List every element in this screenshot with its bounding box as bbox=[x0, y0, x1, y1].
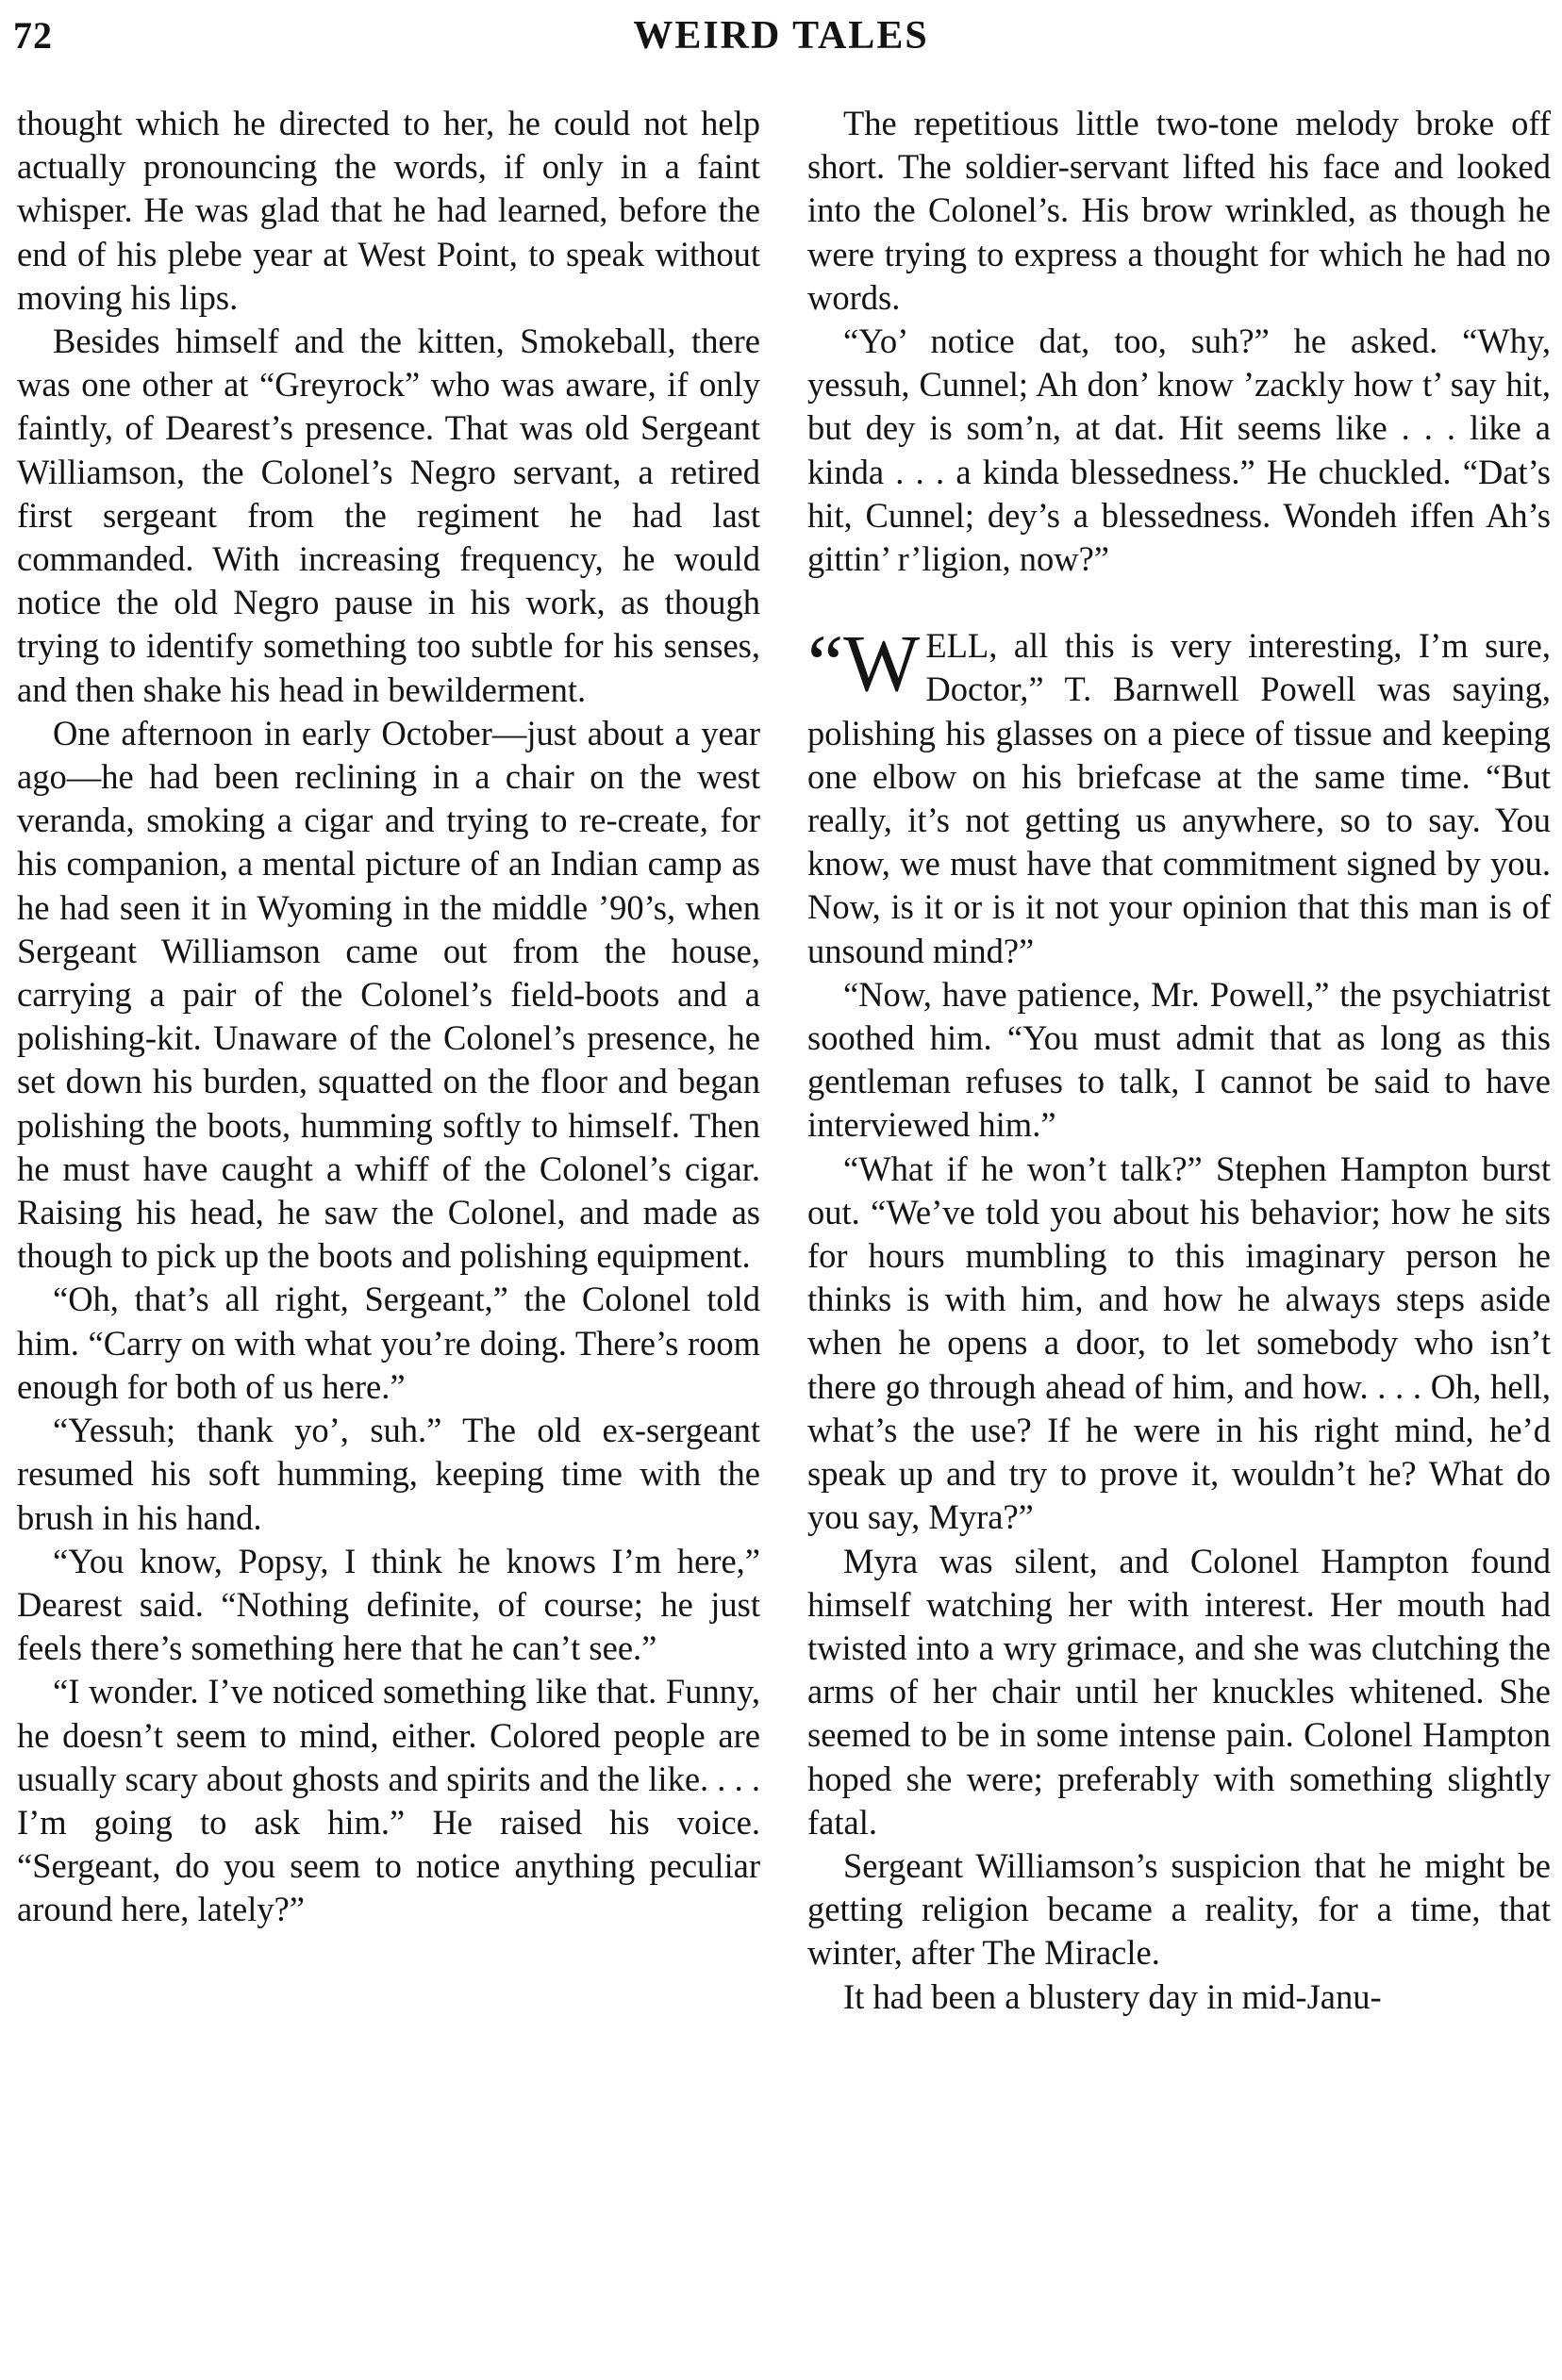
drop-cap-quote: “ bbox=[807, 618, 844, 709]
paragraph: “Now, have patience, Mr. Powell,” the psychiatrist soothed him. “You must admit that as long as this gentleman refuses to talk, I cannot be said to have interviewed him.” bbox=[807, 974, 1551, 1145]
paragraph: “Yessuh; thank yo’, suh.” The old ex-sergeant resumed his soft humming, keeping time with the brush in his hand. bbox=[17, 1411, 760, 1537]
paragraph: It had been a blustery day in mid-Janu- bbox=[843, 1976, 1382, 2016]
paragraph: “Yo’ notice dat, too, suh?” he asked. “Why, yessuh, Cunnel; Ah don’ know ’zackly how t’ say hit, but dey is som’n, at dat. Hit seems like . . . like a kinda . . . a kinda blessedness.” He chuckled. “Dat’s hit, Cunnel; dey’s a blessedness. Wondeh iffen Ah’s gittin’ r’ligion, now?” bbox=[807, 322, 1551, 579]
right-column bbox=[807, 102, 1551, 2019]
paragraph: “What if he won’t talk?” Stephen Hampton burst out. “We’ve told you about his behavior; how he sits for hours mumbling to this imaginary person he thinks is with him, and how he always steps aside when he opens a door, to let somebody who isn’t there go through ahead of him, and how. . . . Oh, hell, what’s the use? If he were in his right mind, he’d speak up and try to prove it, wouldn’t he? What do you say, Myra?” bbox=[807, 1149, 1551, 1537]
paragraph: Myra was silent, and Colonel Hampton found himself watching her with interest. Her mouth had twisted into a wry grimace, and she was clutching the arms of her chair until her knuckles whitened. She seemed to be in some intense pain. Colonel Hampton hoped she were; preferably with something slightly fatal. bbox=[807, 1541, 1551, 1842]
paragraph: Besides himself and the kitten, Smokeball, there was one other at “Greyrock” who was aware, if only faintly, of Dearest’s presence. That was old Sergeant Williamson, the Colonel’s Negro servant, a retired first sergeant from the regiment he had last commanded. With increasing frequency, he would notice the old Negro pause in his work, as though trying to identify something too subtle for his senses, and then shake his head in bewilderment. bbox=[17, 322, 760, 709]
page-number: 72 bbox=[13, 14, 53, 57]
paragraph: “Oh, that’s all right, Sergeant,” the Colonel told him. “Carry on with what you’re doing. There’s room enough for both of us here.” bbox=[17, 1280, 760, 1406]
paragraph: One afternoon in early October—just about a year ago—he had been reclining in a chair on the west veranda, smoking a cigar and trying to re-create, for his companion, a mental picture of an Indian camp as he had seen it in Wyoming in the middle ’90’s, when Sergeant Williamson came out from the house, carrying a pair of the Colonel’s field-boots and a polishing-kit. Unaware of the Colonel’s presence, he set down his burden, squatted on the floor and began polishing the boots, humming softly to himself. Then he must have caught a whiff of the Colonel’s cigar. Raising his head, he saw the Colonel, and made as though to pick up the boots and polishing equipment. bbox=[17, 713, 760, 1276]
dropcap-paragraph-text: ELL, all this is very interesting, I’m sure, Doctor,” T. Barnwell Powell was saying, polishing his glasses on a piece of tissue and keeping one elbow on his briefcase at the same time. “But really, it’s not getting us anywhere, so to say. You know, we must have that commitment signed by you. Now, is it or is it not your opinion that this man is of unsound mind?” bbox=[807, 626, 1551, 970]
dropcap-paragraph bbox=[807, 618, 1551, 973]
paragraph: “I wonder. I’ve noticed something like that. Funny, he doesn’t seem to mind, either. Colored people are usually scary about ghosts and spirits and the like. . . . I’m going to ask him.” He raised his voice. “Sergeant, do you seem to notice anything peculiar around here, lately?” bbox=[17, 1672, 760, 1929]
paragraph: thought which he directed to her, he could not help actually pronouncing the words, if only in a faint whisper. He was glad that he had learned, before the end of his plebe year at West Point, to speak without moving his lips. bbox=[17, 104, 760, 317]
paragraph: “You know, Popsy, I think he knows I’m here,” Dearest said. “Nothing definite, of course; he just feels there’s something here that he can’t see.” bbox=[17, 1541, 760, 1668]
drop-cap-letter: W bbox=[843, 618, 921, 709]
running-head: WEIRD TALES bbox=[633, 14, 929, 58]
paragraph: The repetitious little two-tone melody broke off short. The soldier-servant lifted his face and looked into the Colonel’s. His brow wrinkled, as though he were trying to express a thought for which he had no words. bbox=[807, 104, 1551, 317]
left-column bbox=[17, 102, 760, 1932]
paragraph: Sergeant Williamson’s suspicion that he might be getting religion became a reality, for a time, that winter, after The Miracle. bbox=[807, 1845, 1551, 1973]
drop-cap bbox=[807, 618, 921, 709]
